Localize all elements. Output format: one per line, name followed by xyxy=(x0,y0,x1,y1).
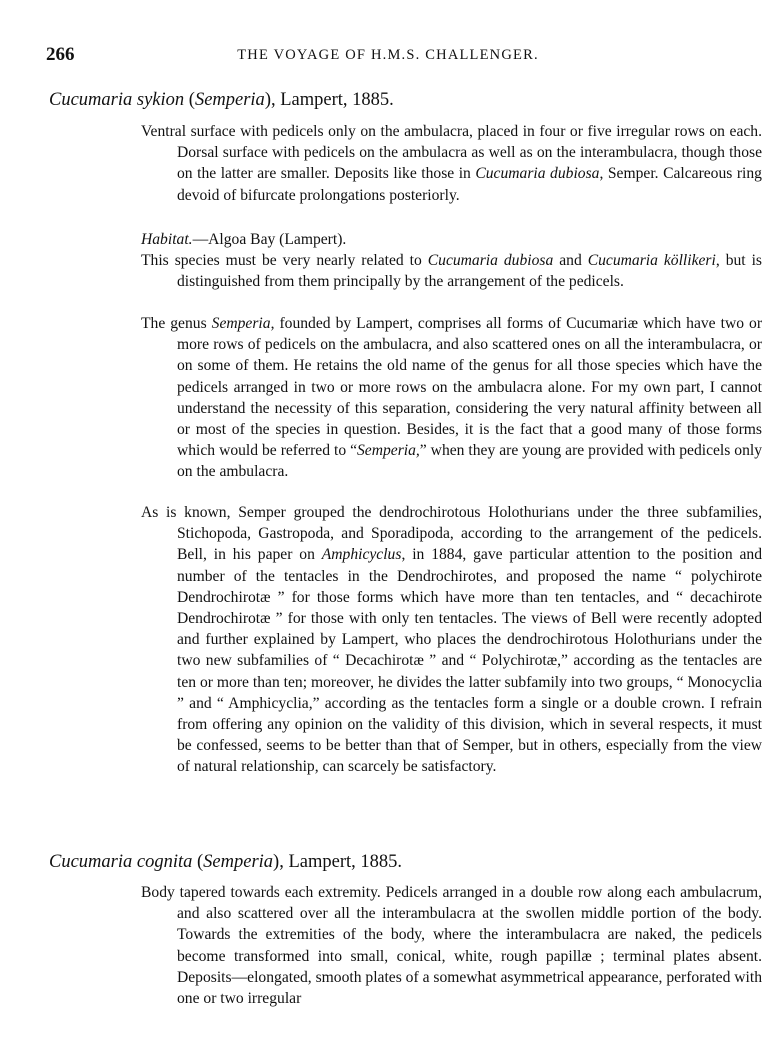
habitat-label: Habitat. xyxy=(141,231,193,248)
species-epithet: sykion xyxy=(136,90,185,110)
species-heading-cognita: Cucumaria cognita (Semperia), Lampert, 1885. xyxy=(49,852,403,872)
remark-paragraph-2: The genus Semperia, founded by Lampert, comprises all forms of Cucumariæ which have two or more rows of pedicels on the ambulacra, and also scattered ones on all the interambulacra, or on some of them. He retains the old name of the genus for all those species which have the pedicels arranged in two or more rows on the ambulacra alone. For my own part, I cannot understand the necessity of this separation, considering the very natural affinity between all or most of the species in question. Besides, it is the fact that a good many of those forms which would be referred to “Semperia,” when they are young are provided with pedicels only on the ambulacra. xyxy=(141,315,763,481)
species-name: Cucumaria xyxy=(49,90,133,110)
description-paragraph-cognita: Body tapered towards each extremity. Pedicels arranged in a double row along each ambulacrum, and also scattered over all the interambulacra at the swollen middle portion of the body. Towards the extremities of the body, where the interambulacra are naked, the pedicels become transformed into small, conical, white, rough papillæ ; terminal plates absent. Deposits—elongated, smooth plates of a somewhat asymmetrical appearance, perforated with one or two irregular xyxy=(141,884,763,1008)
remark-paragraph-1: This species must be very nearly related to Cucumaria dubiosa and Cucumaria köllikeri, but is distinguished from them principally by the arrangement of the pedicels. xyxy=(141,252,763,291)
subgenus-name: Semperia xyxy=(194,90,265,110)
page-header xyxy=(46,44,730,68)
species-epithet: cognita xyxy=(136,852,193,872)
description-paragraph: Ventral surface with pedicels only on the ambulacra, placed in four or five irregular rows on each. Dorsal surface with pedicels on the ambulacra as well as on the interambulacra, though those on the latter are smaller. Deposits like those in Cucumaria dubiosa, Semper. Calcareous ring devoid of bifurcate prolongations posteriorly. xyxy=(141,123,762,204)
page-number: 266 xyxy=(46,44,75,65)
running-title: THE VOYAGE OF H.M.S. CHALLENGER. xyxy=(237,47,539,63)
remark-paragraph-3: As is known, Semper grouped the dendrochirotous Holothurians under the three subfamilies, Stichopoda, Gastropoda, and Sporadipoda, according to the arrangement of the pedicels. Bell, in his paper on Amphicyclus, in 1884, gave particular attention to the position and number of the tentacles in the Dendrochirotes, and proposed the name “ polychirote Dendrochirotæ ” for those forms which have more than ten tentacles, and “ decachirote Dendrochirotæ ” for those with only ten tentacles. The views of Bell were recently adopted and further explained by Lampert, who places the dendrochirotous Holothurians under the two new subfamilies of “ Decachirotæ ” and “ Polychirotæ,” according as the tentacles are ten or more than ten; moreover, he divides the latter subfamily into two groups, “ Monocyclia ” and “ Amphicyclia,” according as the tentacles form a single or a double crown. I refrain from offering any opinion on the validity of this division, which in several respects, it must be confessed, seems to be better than that of Semper, but in others, especially from the view of natural relationship, can scarcely be satisfactory. xyxy=(141,504,762,776)
species-authority: , Lampert, 1885. xyxy=(270,90,394,110)
species-name: Cucumaria xyxy=(49,852,133,872)
subgenus-name: Semperia xyxy=(203,852,274,872)
habitat-text: —Algoa Bay (Lampert). xyxy=(192,231,347,248)
species-authority: , Lampert, 1885. xyxy=(279,852,403,872)
species-heading-sykion: Cucumaria sykion (Semperia), Lampert, 1885. xyxy=(49,90,394,110)
habitat-line xyxy=(141,229,726,250)
